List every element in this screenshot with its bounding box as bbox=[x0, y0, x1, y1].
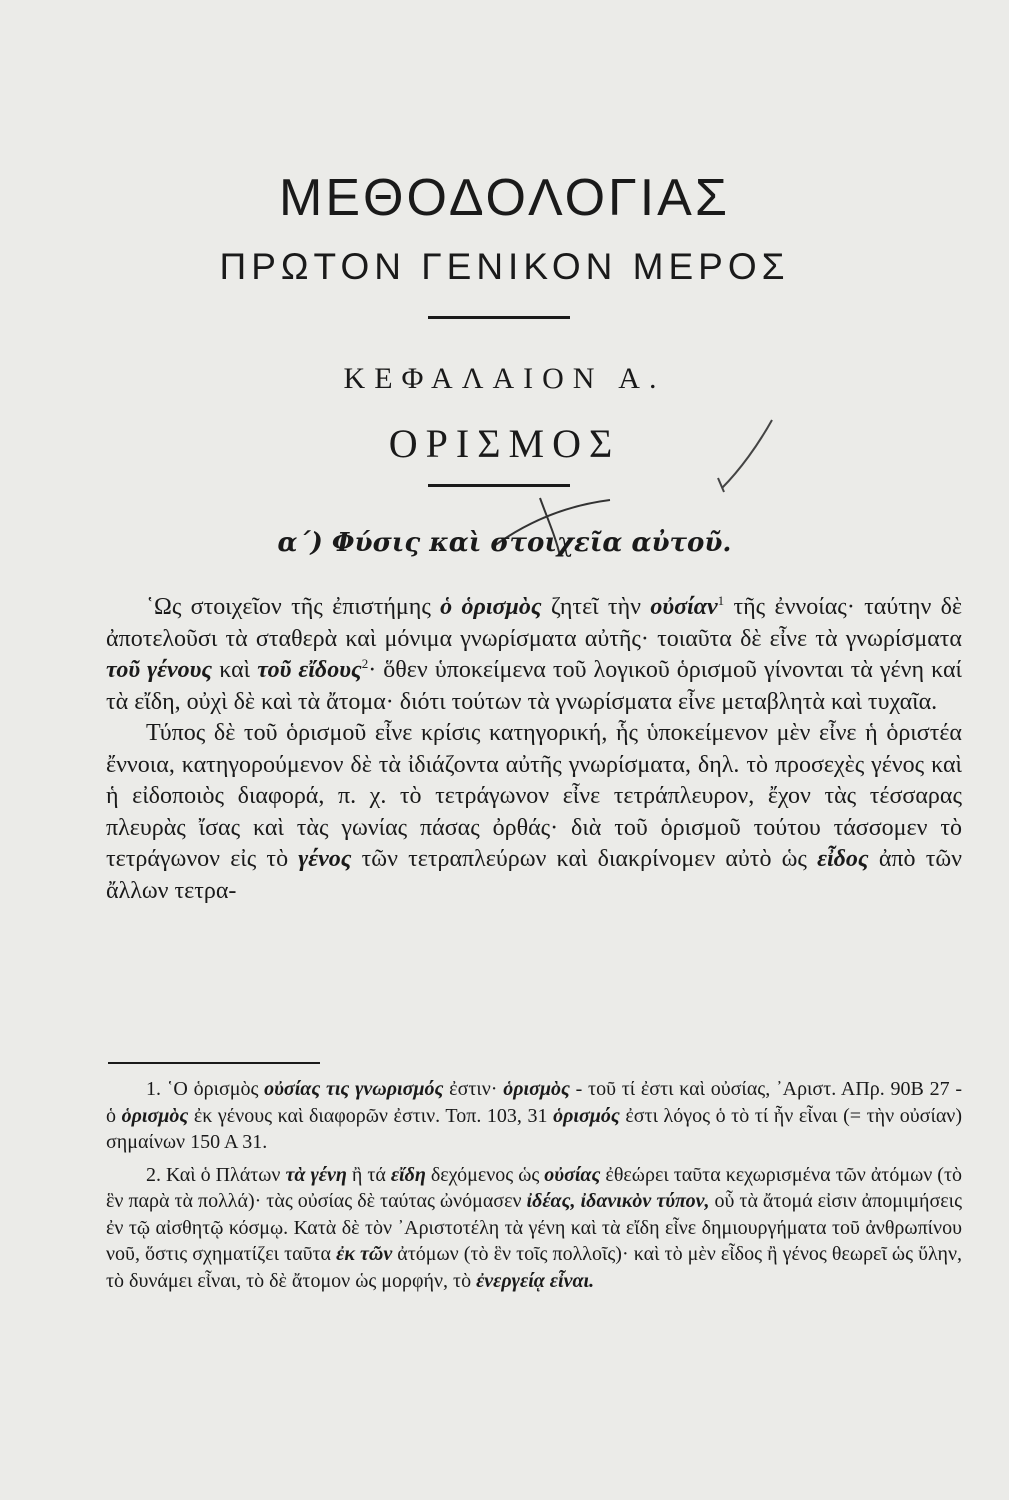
main-text bbox=[106, 592, 962, 907]
fn1-term-b: οὐσίας τις γνωρισμός bbox=[264, 1078, 444, 1100]
section-title: ΟΡΙΣΜΟΣ bbox=[388, 421, 621, 466]
fn2-term-b: τὰ γένη bbox=[285, 1163, 347, 1186]
fn1-term-d: ὁρισμὸς bbox=[503, 1078, 570, 1100]
paragraph-1 bbox=[106, 592, 962, 718]
fn2-term-h: ἰδέας, ἰδανικὸν τύπον, bbox=[526, 1190, 710, 1212]
fn1-term-f: ὁρισμὸς bbox=[121, 1104, 189, 1127]
p2-term-eidos: εἶδος bbox=[817, 846, 869, 872]
p2-text-a: Τύπος δὲ τοῦ ὁρισμοῦ εἶνε κρίσις κατηγορική, ἧς ὑποκείμενον μὲν εἶνε ἡ ὁριστέα ἔννοια, κατηγορούμενον δὲ τὰ ἰδιάζοντα αὐτῆς γνωρίσματα, δηλ. τὸ προσεχὲς γένος καὶ ἡ εἰδοποιὸς διαφορά, π. χ. τὸ τετράγωνον εἶνε τετράπλευρον, ἔχον τὰς τέσσαρας πλευρὰς ἴσας καὶ τὰς γωνίας πάσας ὀρθάς· διὰ τοῦ ὁρισμοῦ τούτου τάσσομεν τὸ τετράγωνον εἰς τὸ bbox=[106, 720, 962, 872]
fn1-text-g: ἐκ γένους καὶ διαφορῶν ἐστιν. Τοπ. 103, 31 bbox=[188, 1104, 554, 1127]
subsection-heading: α΄) Φύσις καὶ στοιχεῖα αὐτοῦ. bbox=[277, 528, 732, 558]
p1-text-f: τῆς ἐννοίας· ταύτην δὲ ἀποτελοῦσι τὰ σταθερὰ καὶ μόνιμα γνωρίσματα αὐτῆς· τοιαῦτα δὲ εἶνε τὰ γνωρίσματα bbox=[106, 594, 963, 652]
book-title: ΜΕΘΟΔΟΛΟΓΙΑΣ bbox=[279, 169, 730, 227]
footnote-1 bbox=[106, 1076, 962, 1156]
p1-term-eidous: τοῦ εἴδους bbox=[257, 657, 362, 683]
footnote-2 bbox=[106, 1162, 962, 1295]
fn2-text-g: ἐθεώρει ταῦτα κεχωρισμένα τῶν ἀτόμων (τὸ ἓν παρὰ τὰ πολλά)· τὰς οὐσίας δὲ ταύτας ὠνόμασεν bbox=[106, 1163, 962, 1212]
paragraph-2 bbox=[106, 718, 962, 907]
fn1-text-i: ἐστι λόγος ὁ τὸ τί ἦν εἶναι (= τὴν οὐσίαν) σημαίνων 150 Α 31. bbox=[106, 1104, 963, 1153]
fn2-text-e: δεχόμενος ὡς bbox=[425, 1163, 545, 1186]
fn1-text-c: ἐστιν· bbox=[443, 1078, 504, 1100]
p1-term-orismos: ὁ ὁρισμὸς bbox=[440, 594, 542, 620]
p1-text-a: ῾Ως στοιχεῖον τῆς ἐπιστήμης bbox=[146, 594, 441, 620]
p2-text-c: τῶν τετραπλεύρων καὶ διακρίνομεν αὐτὸ ὡς bbox=[351, 846, 818, 872]
chapter-heading: ΚΕΦΑΛΑΙΟΝ Α. bbox=[343, 362, 666, 395]
p2-text-e: ἀπὸ τῶν ἄλλων τετρα- bbox=[106, 846, 962, 904]
fn2-text-i: οὗ τὰ ἄτομά εἰσιν ἀπομιμήσεις ἐν τῷ αἰσθητῷ κόσμῳ. Κατὰ δὲ τὸν ᾽Αριστοτέλη τὰ γένη καὶ τὰ εἴδη εἶνε δημιουργήματα τοῦ ἀνθρωπίνου νοῦ, ὅστις σχηματίζει ταῦτα bbox=[106, 1190, 962, 1265]
fn2-term-f: οὐσίας bbox=[544, 1163, 601, 1186]
fn2-term-d: εἴδη bbox=[390, 1163, 426, 1186]
fn1-text-e: - τοῦ τί ἐστι καὶ οὐσίας, ᾽Αριστ. ΑΠρ. 90Β 27 - ὁ bbox=[106, 1078, 962, 1127]
fn2-term-l: ἐνεργείᾳ εἶναι. bbox=[476, 1269, 595, 1292]
fn2-text-c: ἢ τά bbox=[346, 1163, 391, 1186]
fn2-term-j: ἐκ τῶν bbox=[336, 1243, 393, 1265]
footnote-divider bbox=[108, 1062, 320, 1064]
p1-text-h: καὶ bbox=[212, 657, 258, 683]
footnotes bbox=[106, 1076, 962, 1294]
fn1-text-a: 1. ῾Ο ὁρισμὸς bbox=[146, 1078, 265, 1100]
footnote-ref-2: 2 bbox=[361, 656, 369, 671]
part-subtitle: ΠΡΩΤΟΝ ΓΕΝΙΚΟΝ ΜΕΡΟΣ bbox=[219, 246, 790, 287]
fn2-text-k: ἀτόμων (τὸ ἓν τοῖς πολλοῖς)· καὶ τὸ μὲν εἶδος ἢ γένος θεωρεῖ ὡς ὕλην, τὸ δυνάμει εἶναι, τὸ δὲ ἄτομον ὡς μορφήν, τὸ bbox=[106, 1243, 962, 1292]
p1-text-c: ζητεῖ τὴν bbox=[541, 594, 651, 620]
fn2-text-a: 2. Καὶ ὁ Πλάτων bbox=[146, 1163, 286, 1186]
p1-term-genous: τοῦ γένους bbox=[106, 657, 213, 683]
fn1-term-h: ὁρισμός bbox=[553, 1104, 620, 1127]
p1-text-k: · ὅθεν ὑποκείμενα τοῦ λογικοῦ ὁρισμοῦ γίνονται τὰ γένη καί τὰ εἴδη, οὐχὶ δὲ καὶ τὰ ἄτομα· διότι τούτων τὰ γνωρίσματα εἶνε μεταβλητὰ καὶ τυχαῖα. bbox=[106, 657, 963, 715]
p2-term-genos: γένος bbox=[298, 846, 352, 872]
footnote-ref-1: 1 bbox=[717, 593, 725, 608]
p1-term-ousian: οὐσίαν bbox=[650, 594, 718, 620]
